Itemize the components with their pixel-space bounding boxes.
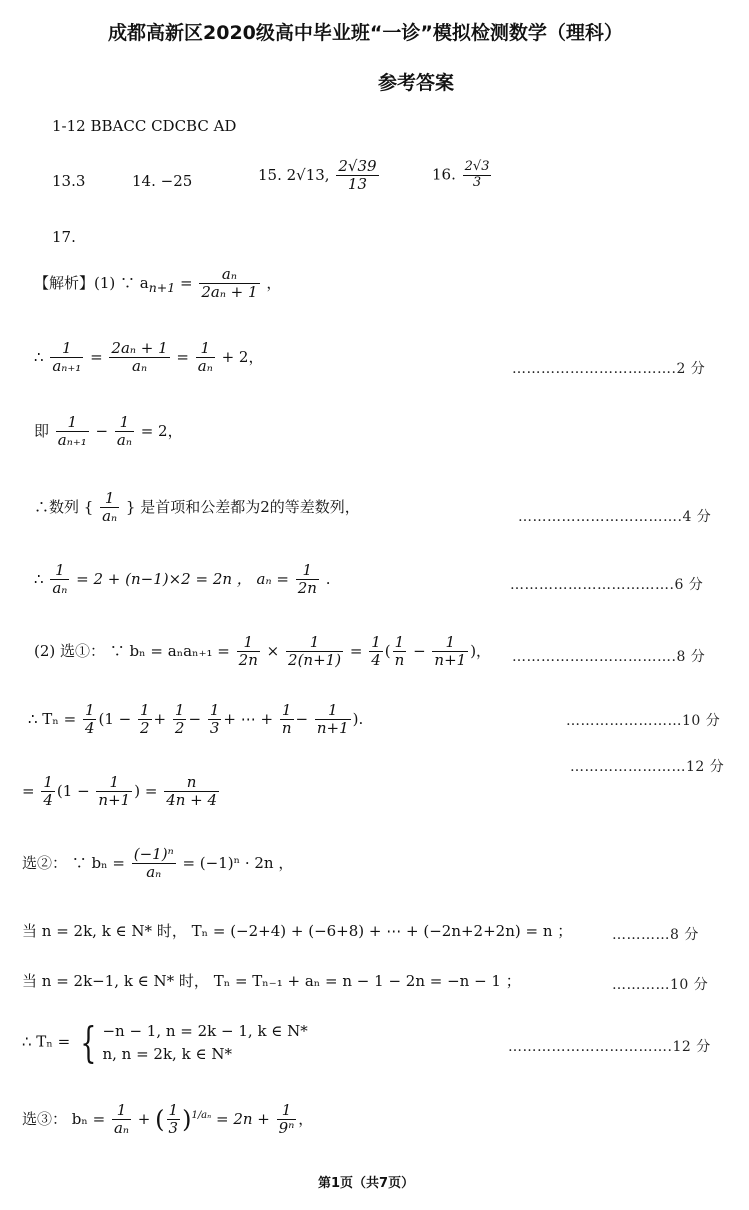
case-odd: −n − 1, n = 2k − 1, k ∈ N* xyxy=(102,1022,308,1040)
line13-frac2-num: 1 xyxy=(168,1101,179,1119)
line9-frac-num: (−1)ⁿ xyxy=(133,845,174,863)
line8-frac1-den: 4 xyxy=(43,791,53,810)
line7-frac3 xyxy=(173,702,187,738)
line7-frac1-num: 1 xyxy=(84,701,95,719)
line3-frac1-num: 1 xyxy=(56,414,89,432)
score-6: …………………………….6 分 xyxy=(510,577,704,593)
line6-frac1 xyxy=(237,634,260,670)
line7-b: + xyxy=(153,709,167,728)
q17-line13 xyxy=(22,1102,313,1138)
score-10b: …………10 分 xyxy=(612,977,709,993)
line8-frac3-num: n xyxy=(164,774,219,792)
line6-eq: = xyxy=(349,641,363,660)
line6-frac3 xyxy=(369,634,383,670)
line13-mid: = 2n + xyxy=(215,1109,270,1128)
answer-16 xyxy=(432,160,493,191)
line2-frac1-den: aₙ₊₁ xyxy=(52,357,82,376)
line1-num: aₙ xyxy=(199,266,259,284)
line5-frac1-den: aₙ xyxy=(52,579,68,598)
document-title: 成都高新区2020级高中毕业班“一诊”模拟检测数学（理科） xyxy=(108,22,623,44)
q17-label: 17. xyxy=(52,228,76,246)
line5-frac2-num: 1 xyxy=(296,562,319,580)
line2-eq1: = xyxy=(90,347,103,366)
line6-frac4 xyxy=(393,634,407,670)
line3-frac1 xyxy=(56,414,89,450)
line7-frac1 xyxy=(83,702,97,738)
line6-frac1-den: 2n xyxy=(238,651,258,670)
line5-prefix: ∴ xyxy=(34,569,44,588)
piecewise-cases xyxy=(102,1020,307,1065)
q17-line9 xyxy=(22,846,293,882)
line1-den: 2aₙ + 1 xyxy=(201,283,258,302)
line8-frac2-den: n+1 xyxy=(98,791,131,810)
line8-frac2-num: 1 xyxy=(96,774,132,792)
line6-frac5-den: n+1 xyxy=(434,651,467,670)
line6-frac5-num: 1 xyxy=(432,634,468,652)
score-4: …………………………….4 分 xyxy=(518,509,712,525)
score-10a: ……………………10 分 xyxy=(566,713,721,729)
line4-end: } 是首项和公差都为2的等差数列， xyxy=(125,497,360,516)
line7-frac5-num: 1 xyxy=(280,702,294,720)
q17-line12 xyxy=(22,1017,308,1067)
line6-frac3-num: 1 xyxy=(371,633,381,651)
line8-frac3-den: 4n + 4 xyxy=(166,791,218,810)
line7-frac5-den: n xyxy=(281,719,292,738)
line5-frac2 xyxy=(296,562,319,598)
line13-frac2 xyxy=(167,1102,181,1138)
line7-frac2-num: 1 xyxy=(140,701,150,719)
line4-prefix: ∴数列 { xyxy=(34,497,94,516)
line7-frac6 xyxy=(315,702,351,738)
score-12a: ……………………12 分 xyxy=(570,759,725,775)
line8-b: ) = xyxy=(134,781,158,800)
line3-end: = 2， xyxy=(140,421,183,440)
line1-prefix: 【解析】(1) ∵ a xyxy=(34,273,149,292)
line2-frac2 xyxy=(109,340,169,376)
line2-frac2-num: 2aₙ + 1 xyxy=(111,339,168,357)
answer-15-num: 2√39 xyxy=(338,157,377,175)
q17-line7 xyxy=(28,702,363,738)
line3-frac1-den: aₙ₊₁ xyxy=(57,431,87,450)
q17-line6 xyxy=(34,634,491,670)
line1-sub: n+1 xyxy=(148,279,176,295)
line1-eq: = xyxy=(175,273,198,292)
line6-frac4-num: 1 xyxy=(393,634,407,652)
mc-answers: 1-12 BBACC CDCBC AD xyxy=(52,117,237,135)
line6-frac3-den: 4 xyxy=(371,651,381,670)
line7-c: − xyxy=(188,709,202,728)
line5-frac1-num: 1 xyxy=(50,562,69,580)
line8-a: (1 − xyxy=(56,781,90,800)
line3-frac2 xyxy=(115,414,134,450)
score-8b: …………8 分 xyxy=(612,927,699,943)
line7-frac3-den: 2 xyxy=(174,719,185,738)
page-footer: 第1页（共7页） xyxy=(318,1176,415,1191)
line6-prefix: (2) 选①： ∵ bₙ = aₙaₙ₊₁ = xyxy=(34,641,230,660)
left-brace-icon: { xyxy=(80,1017,97,1067)
line7-end: ). xyxy=(352,709,364,728)
line6-frac2-den: 2(n+1) xyxy=(288,651,342,670)
line8-frac3 xyxy=(164,774,219,810)
line6-frac2 xyxy=(286,634,343,670)
line6-paren: ( xyxy=(384,641,391,660)
line13-plus: + xyxy=(137,1109,151,1128)
line4-frac xyxy=(100,490,119,526)
line8-prefix: = xyxy=(22,781,35,800)
answer-16-den: 3 xyxy=(472,174,482,190)
line1-end: ， xyxy=(266,273,282,292)
line4-frac-den: aₙ xyxy=(102,507,118,526)
line2-frac3-den: aₙ xyxy=(197,357,213,376)
line3-frac2-num: 1 xyxy=(115,414,134,432)
line6-frac2-num: 1 xyxy=(286,634,343,652)
line2-end: + 2， xyxy=(221,347,264,366)
line13-exponent: 1/aₙ xyxy=(191,1109,212,1121)
line13-frac1 xyxy=(112,1102,131,1138)
line2-eq2: = xyxy=(176,347,189,366)
answer-13: 13.3 xyxy=(52,172,86,190)
line13-prefix: 选③： bₙ = xyxy=(22,1109,106,1128)
line5-frac2-den: 2n xyxy=(297,579,317,598)
line12-prefix: ∴ Tₙ = xyxy=(22,1032,71,1051)
line9-prefix: 选②： ∵ bₙ = xyxy=(22,853,125,872)
line13-frac1-den: aₙ xyxy=(113,1119,130,1138)
line7-a: (1 − xyxy=(98,709,132,728)
line13-end: ， xyxy=(298,1109,314,1128)
line6-end: )， xyxy=(470,641,492,660)
line8-frac2 xyxy=(96,774,132,810)
line9-frac xyxy=(132,846,176,882)
line7-frac4-num: 1 xyxy=(209,701,220,719)
line7-frac6-num: 1 xyxy=(315,702,351,720)
answer-15-fraction xyxy=(336,158,378,194)
line9-frac-den: aₙ xyxy=(146,863,162,882)
answer-15-prefix: 15. 2√13, xyxy=(258,165,330,184)
answer-14: 14. −25 xyxy=(132,172,193,190)
line5-frac1 xyxy=(50,562,69,598)
line7-frac2-den: 2 xyxy=(140,719,150,738)
line2-frac3-num: 1 xyxy=(196,340,215,358)
line3-minus: − xyxy=(95,421,109,440)
answer-15 xyxy=(258,158,381,194)
line6-frac4-den: n xyxy=(394,651,405,670)
line13-frac3 xyxy=(277,1102,297,1138)
line7-frac4-den: 3 xyxy=(209,719,220,738)
line7-d: + ⋯ + xyxy=(223,709,274,728)
document-subtitle: 参考答案 xyxy=(378,72,455,94)
line9-end: = (−1)ⁿ · 2n ， xyxy=(182,853,294,872)
line2-frac1-num: 1 xyxy=(50,340,83,358)
q17-line11: 当 n = 2k−1, k ∈ N* 时， Tₙ = Tₙ₋₁ + aₙ = n − 1 − 2n = −n − 1 ； xyxy=(22,972,521,990)
line7-frac5 xyxy=(280,702,294,738)
line1-fraction xyxy=(199,266,259,302)
answer-16-fraction xyxy=(463,160,492,191)
line5-mid: = 2 + (n−1)×2 = 2n ， aₙ = xyxy=(76,569,289,588)
case-even: n, n = 2k, k ∈ N* xyxy=(102,1044,232,1063)
line13-frac1-num: 1 xyxy=(112,1102,131,1120)
line3-prefix: 即 xyxy=(34,421,50,440)
q17-line10: 当 n = 2k, k ∈ N* 时， Tₙ = (−2+4) + (−6+8) + ⋯ + (−2n+2+2n) = n ； xyxy=(22,922,573,940)
line7-e: − xyxy=(295,709,309,728)
line7-prefix: ∴ Tₙ = xyxy=(28,709,77,728)
score-12b: …………………………….12 分 xyxy=(508,1039,711,1055)
q17-line4 xyxy=(34,490,360,526)
q17-line5 xyxy=(34,562,330,598)
line7-frac3-num: 1 xyxy=(174,701,185,719)
line13-close-paren: ) xyxy=(182,1105,192,1134)
line13-open-paren: ( xyxy=(155,1105,165,1134)
line8-frac1-num: 1 xyxy=(43,773,53,791)
line3-frac2-den: aₙ xyxy=(116,431,132,450)
line13-frac3-num: 1 xyxy=(277,1102,297,1120)
line7-frac6-den: n+1 xyxy=(316,719,349,738)
score-8: …………………………….8 分 xyxy=(512,649,706,665)
answer-15-den: 13 xyxy=(347,175,368,194)
line13-frac2-den: 3 xyxy=(168,1119,179,1138)
line2-frac2-den: aₙ xyxy=(132,357,148,376)
line6-frac1-num: 1 xyxy=(237,634,260,652)
q17-line2 xyxy=(34,340,263,376)
answer-16-prefix: 16. xyxy=(432,165,456,184)
line6-times: × xyxy=(266,641,280,660)
q17-line3 xyxy=(34,414,183,450)
line6-frac5 xyxy=(432,634,468,670)
line7-frac2 xyxy=(138,702,152,738)
line2-prefix: ∴ xyxy=(34,347,44,366)
answer-16-num: 2√3 xyxy=(464,159,490,174)
line7-frac1-den: 4 xyxy=(84,719,95,738)
line2-frac3 xyxy=(196,340,215,376)
line5-end: . xyxy=(325,569,331,588)
line2-frac1 xyxy=(50,340,83,376)
q17-line1 xyxy=(34,266,281,302)
line6-minus: − xyxy=(413,641,426,660)
q17-line8 xyxy=(22,774,221,810)
score-2: …………………………….2 分 xyxy=(512,361,706,377)
line8-frac1 xyxy=(41,774,55,810)
line4-frac-num: 1 xyxy=(100,490,119,508)
line13-frac3-den: 9ⁿ xyxy=(278,1119,295,1138)
line7-frac4 xyxy=(208,702,222,738)
